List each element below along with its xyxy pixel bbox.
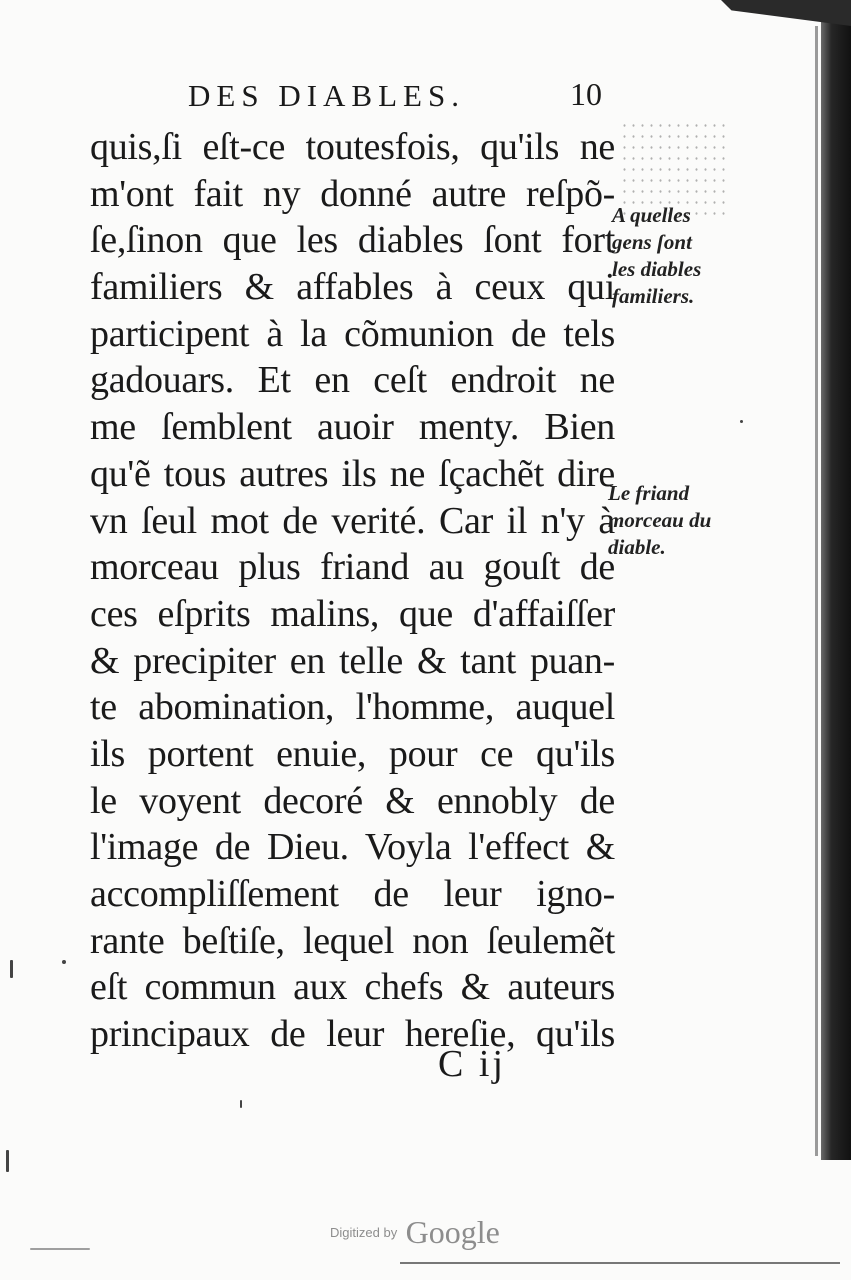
text-line: principaux de leur hereſie, qu'ils bbox=[90, 1013, 615, 1056]
text-line: gadouars. Et en ceſt endroit ne bbox=[90, 359, 615, 402]
text-line: te abomination, l'homme, auquel bbox=[90, 686, 615, 729]
scan-speck bbox=[240, 1100, 242, 1108]
scan-speck bbox=[10, 960, 13, 978]
text-line: & precipiter en telle & tant puan- bbox=[90, 639, 615, 682]
scan-speck bbox=[6, 1150, 9, 1172]
margin-note-line: gens ſont bbox=[612, 230, 692, 254]
text-line: eſt commun aux chefs & auteurs bbox=[90, 966, 615, 1009]
text-line: l'image de Dieu. Voyla l'effect & bbox=[90, 826, 615, 869]
text-line: vn ſeul mot de verité. Car il n'y à bbox=[90, 499, 615, 542]
google-logo: Google bbox=[405, 1214, 500, 1250]
ink-bleed-through bbox=[620, 120, 730, 215]
digitization-watermark bbox=[330, 1214, 500, 1251]
body-text bbox=[90, 124, 615, 1058]
margin-note-line: les diables bbox=[612, 257, 702, 281]
bottom-edge-line bbox=[400, 1262, 840, 1264]
margin-note-line: A quelles bbox=[612, 203, 691, 227]
running-head: DES DIABLES. bbox=[188, 78, 465, 113]
text-line: morceau plus friand au gouſt de bbox=[90, 546, 615, 589]
text-line: ces eſprits malins, que d'affaiſſer bbox=[90, 592, 615, 635]
signature-mark: C ij bbox=[438, 1043, 506, 1085]
text-line: ils portent enuie, pour ce qu'ils bbox=[90, 732, 615, 775]
margin-note-line: diable. bbox=[608, 535, 666, 559]
margin-note-familiar-devils bbox=[612, 202, 730, 310]
text-line: rante beſtiſe, lequel non ſeulemẽt bbox=[90, 919, 615, 962]
text-line: quis,ſi eſt-ce toutesfois, qu'ils ne bbox=[90, 126, 615, 168]
text-line: participent à la cõmunion de tels bbox=[90, 312, 615, 355]
margin-note-line: familiers. bbox=[612, 284, 695, 308]
watermark-by: Digitized by bbox=[330, 1225, 398, 1240]
margin-note-devils-morsel bbox=[608, 480, 732, 561]
text-line: ſe,ſinon que les diables ſont fort bbox=[90, 219, 615, 262]
page-number: 10 bbox=[570, 76, 602, 112]
text-line: m'ont fait ny donné autre reſpõ- bbox=[90, 172, 615, 215]
scan-speck bbox=[740, 420, 743, 423]
scan-corner-shadow bbox=[721, 0, 851, 26]
text-line: le voyent decoré & ennobly de bbox=[90, 779, 615, 822]
page-edge-line bbox=[815, 26, 818, 1156]
text-line: me ſemblent auoir menty. Bien bbox=[90, 406, 615, 449]
scan-speck bbox=[62, 960, 66, 964]
margin-note-line: Le friand bbox=[608, 481, 690, 505]
text-line: familiers & affables à ceux qui bbox=[90, 266, 615, 309]
scan-edge-shadow bbox=[821, 0, 851, 1160]
text-line: accompliſſement de leur igno- bbox=[90, 873, 615, 915]
margin-note-line: morceau du bbox=[608, 508, 712, 532]
text-line: qu'ẽ tous autres ils ne ſçachẽt dire bbox=[90, 452, 615, 495]
scan-speck bbox=[30, 1248, 90, 1250]
